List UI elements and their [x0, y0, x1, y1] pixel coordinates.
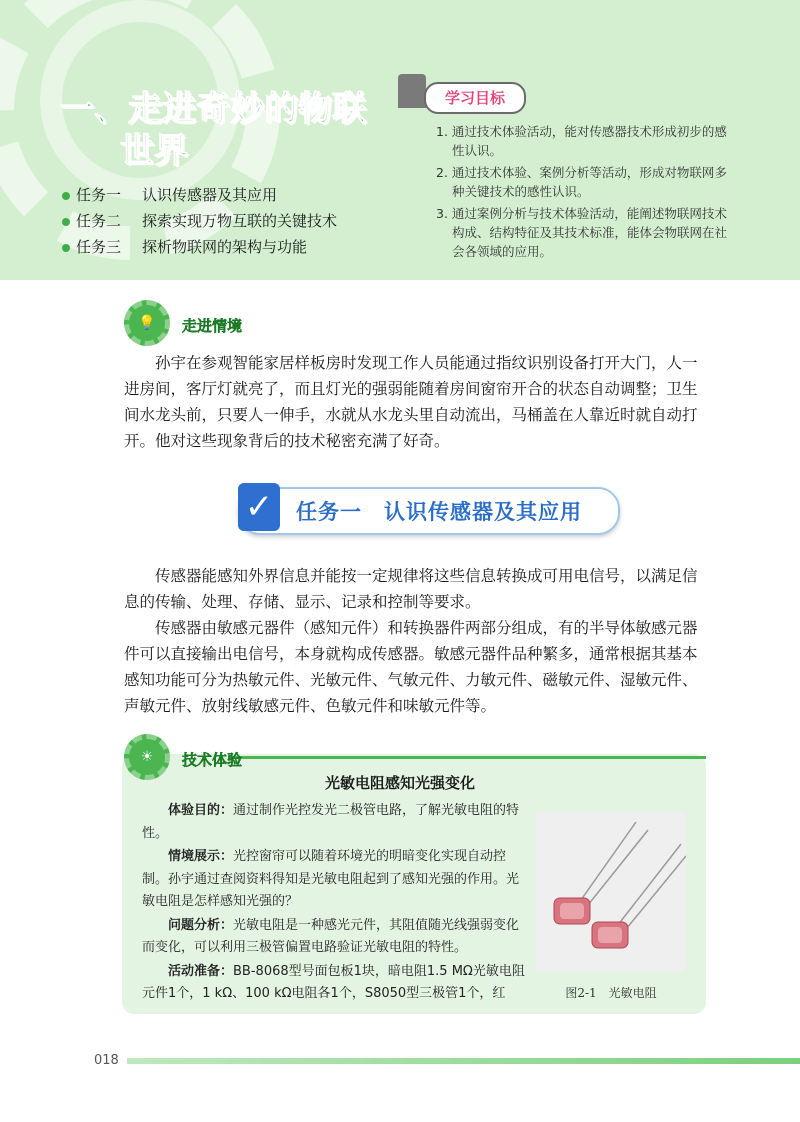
- bullet-dot-icon: [62, 244, 70, 252]
- learning-goals-label: 学习目标: [424, 82, 526, 114]
- intro-section-label: 走进情境: [182, 317, 243, 335]
- purpose-paragraph: 体验目的：通过制作光控发光二极管电路，了解光敏电阻的特性。: [142, 803, 520, 841]
- task1-paragraph-1: 传感器能感知外界信息并能按一定规律将这些信息转换成可用电信号，以满足信息的传输、处理、存储、显示、记录和控制等要求。: [124, 567, 698, 611]
- checkmark-icon: ✓: [238, 483, 280, 531]
- bullet-dot-icon: [62, 218, 70, 226]
- goal-item: 2. 通过技术体验、案例分析等活动，形成对物联网多种关键技术的感性认识。: [436, 165, 727, 199]
- task-list: [62, 182, 337, 260]
- bullet-dot-icon: [62, 192, 70, 200]
- learning-goals-list: [436, 122, 736, 264]
- teacher-figure-icon: [398, 74, 426, 108]
- figure-caption: 图2-1 光敏电阻: [565, 986, 657, 1000]
- goal-item: 1. 通过技术体验活动，能对传感器技术形成初步的感性认识。: [436, 124, 727, 158]
- lightbulb-gear-icon: 💡: [124, 300, 170, 346]
- task1-banner: [238, 487, 620, 535]
- task1-paragraph-2: 传感器由敏感元器件（感知元件）和转换器件两部分组成，有的半导体敏感元器件可以直接输出电信号，本身就构成传感器。敏感元器件品种繁多，通常根据其基本感知功能可分为热敏元件、光敏元件、气敏元件、力敏元件、磁敏元件、湿敏元件、声敏元件、放射线敏感元件、色敏元件和味敏元件等。: [124, 619, 698, 715]
- footer-bar: [127, 1058, 800, 1064]
- chapter-header: [0, 0, 800, 280]
- task-item: 任务一 认识传感器及其应用: [62, 182, 337, 208]
- experience-text: [142, 800, 528, 1007]
- prep-paragraph: 活动准备：BB-8068型号面包板1块，暗电阻1.5 MΩ光敏电阻元件1个，1 kΩ、100 kΩ电阻各1个，S8050型三极管1个，红: [142, 963, 525, 1001]
- experience-section-label: 技术体验: [182, 751, 243, 769]
- light-gear-icon: ☀: [124, 734, 170, 780]
- photoresistor-illustration: [536, 812, 686, 972]
- task-item: 任务二 探索实现万物互联的关键技术: [62, 208, 337, 234]
- page-number: 018: [94, 1053, 119, 1068]
- experience-divider: [228, 756, 706, 759]
- goal-item: 3. 通过案例分析与技术体验活动，能阐述物联网技术构成、结构特征及其技术标准，能体会物联网在社会各领域的应用。: [436, 206, 728, 259]
- experience-title: 光敏电阻感知光强变化: [324, 774, 475, 792]
- chapter-title-line1: 一、走进奇妙的物联: [60, 89, 366, 129]
- chapter-title-line2: 世界: [120, 131, 188, 171]
- intro-paragraph: 孙宇在参观智能家居样板房时发现工作人员能通过指纹识别设备打开大门，人一进房间，客厅灯就亮了，而且灯光的强弱能随着房间窗帘开合的状态自动调整；卫生间水龙头前，只要人一伸手，水就从水龙头里自动流出，马桶盖在人靠近时就自动打开。他对这些现象背后的技术秘密充满了好奇。: [124, 354, 698, 450]
- problem-paragraph: 问题分析：光敏电阻是一种感光元件，其阻值随光线强弱变化而变化，可以利用三极管偏置电路验证光敏电阻的特性。: [142, 917, 520, 955]
- task-item: 任务三 探析物联网的架构与功能: [62, 234, 337, 260]
- scenario-paragraph: 情境展示：光控窗帘可以随着环境光的明暗变化实现自动控制。孙宇通过查阅资料得知是光敏电阻起到了感知光强的作用。光敏电阻是怎样感知光强的？: [142, 849, 520, 909]
- task1-title: 任务一 认识传感器及其应用: [296, 500, 582, 524]
- chapter-title: [60, 88, 380, 172]
- photoresistor-image: [536, 812, 686, 972]
